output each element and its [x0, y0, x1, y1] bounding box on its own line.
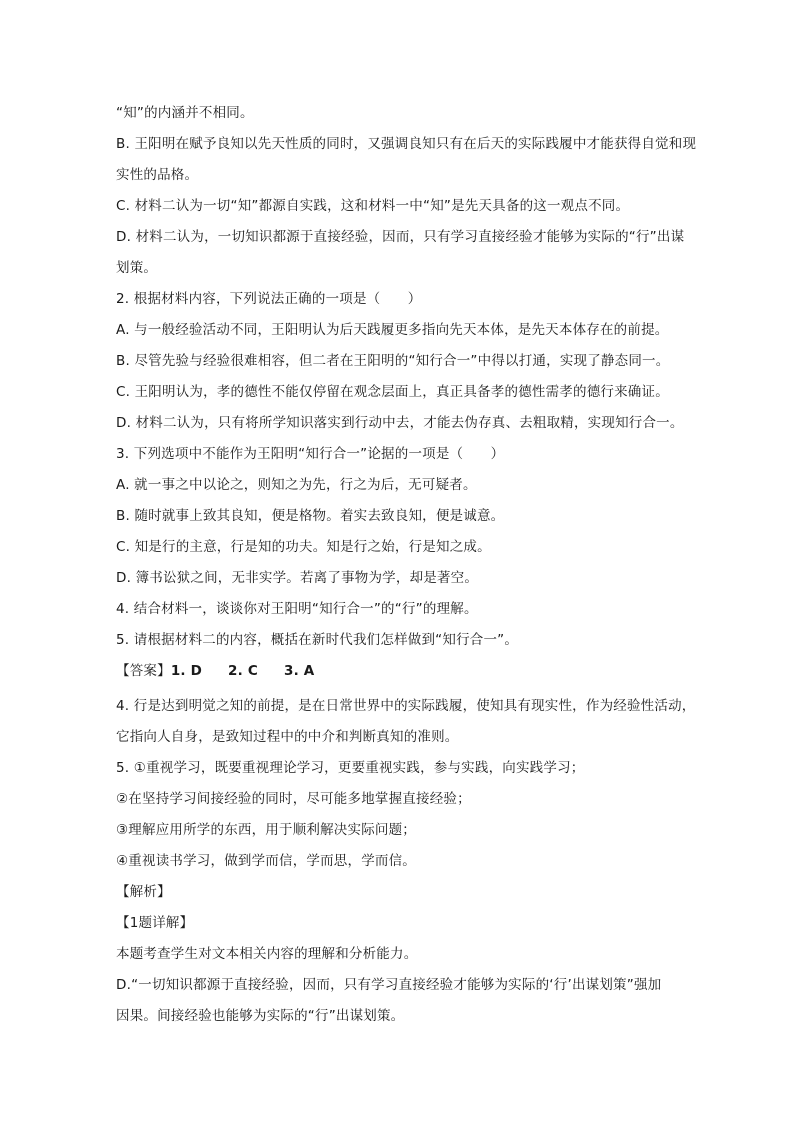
text-line: B. 王阳明在赋予良知以先天性质的同时，又强调良知只有在后天的实际践履中才能获得自觉和现	[116, 136, 697, 152]
question-4: 4. 结合材料一，谈谈你对王阳明“知行合一”的“行”的理解。	[116, 601, 478, 617]
text-line: 本题考查学生对文本相关内容的理解和分析能力。	[116, 946, 418, 962]
answer-3: 3. A	[283, 663, 315, 679]
question-2: 2. 根据材料内容，下列说法正确的一项是（ ）	[116, 291, 422, 307]
text-line: D.“一切知识都源于直接经验，因而，只有学习直接经验才能够为实际的‘行’出谋划策”强加	[116, 977, 662, 993]
answer-line	[116, 662, 716, 680]
option-d: D. 材料二认为，只有将所学知识落实到行动中去，才能去伪存真、去粗取精，实现知行合一。	[116, 415, 684, 431]
text-line: D. 材料二认为，一切知识都源于直接经验，因而，只有学习直接经验才能够为实际的“行”出谋	[116, 229, 685, 245]
text-line: 实性的品格。	[116, 167, 199, 183]
question-3: 3. 下列选项中不能作为王阳明“知行合一”论据的一项是（ ）	[116, 446, 505, 462]
question-5: 5. 请根据材料二的内容，概括在新时代我们怎样做到“知行合一”。	[116, 632, 519, 648]
option-b: B. 随时就事上致其良知，便是格物。着实去致良知，便是诚意。	[116, 508, 505, 524]
option-c: C. 王阳明认为，孝的德性不能仅停留在观念层面上，真正具备孝的德性需孝的德行来确证。	[116, 384, 669, 400]
text-line: C. 材料二认为一切“知”都源自实践，这和材料一中“知”是先天具备的这一观点不同。	[116, 198, 630, 214]
answer-2: 2. C	[228, 663, 258, 679]
text-line: ②在坚持学习间接经验的同时，尽可能多地掌握直接经验；	[116, 791, 471, 807]
text-line: ③理解应用所学的东西，用于顺利解决实际问题；	[116, 822, 417, 838]
option-b: B. 尽管先验与经验很难相容，但二者在王阳明的“知行合一”中得以打通，实现了静态同一。	[116, 353, 670, 369]
text-line: 因果。间接经验也能够为实际的“行”出谋划策。	[116, 1008, 405, 1024]
text-line: 划策。	[116, 260, 158, 276]
answer-5: 5. ①重视学习，既要重视理论学习，更要重视实践，参与实践，向实践学习；	[116, 760, 585, 776]
option-d: D. 簿书讼狱之间，无非实学。若离了事物为学，却是著空。	[116, 570, 479, 586]
answer-4: 4. 行是达到明觉之知的前提，是在日常世界中的实际践履，使知具有现实性，作为经验性活动，	[116, 698, 696, 714]
analysis-heading: 【解析】	[116, 884, 171, 900]
answer-1: 1. D	[170, 663, 203, 679]
text-line: 它指向人自身，是致知过程中的中介和判断真知的准则。	[116, 729, 459, 745]
text-line: “知”的内涵并不相同。	[116, 105, 254, 121]
answer-label: 【答案】	[116, 663, 171, 679]
text-line: ④重视读书学习，做到学而信，学而思，学而信。	[116, 853, 417, 869]
option-a: A. 与一般经验活动不同，王阳明认为后天践履更多指向先天本体，是先天本体存在的前提。	[116, 322, 669, 338]
section-heading: 【1题详解】	[116, 915, 194, 931]
option-a: A. 就一事之中以论之，则知之为先，行之为后，无可疑者。	[116, 477, 477, 493]
option-c: C. 知是行的主意，行是知的功夫。知是行之始，行是知之成。	[116, 539, 491, 555]
